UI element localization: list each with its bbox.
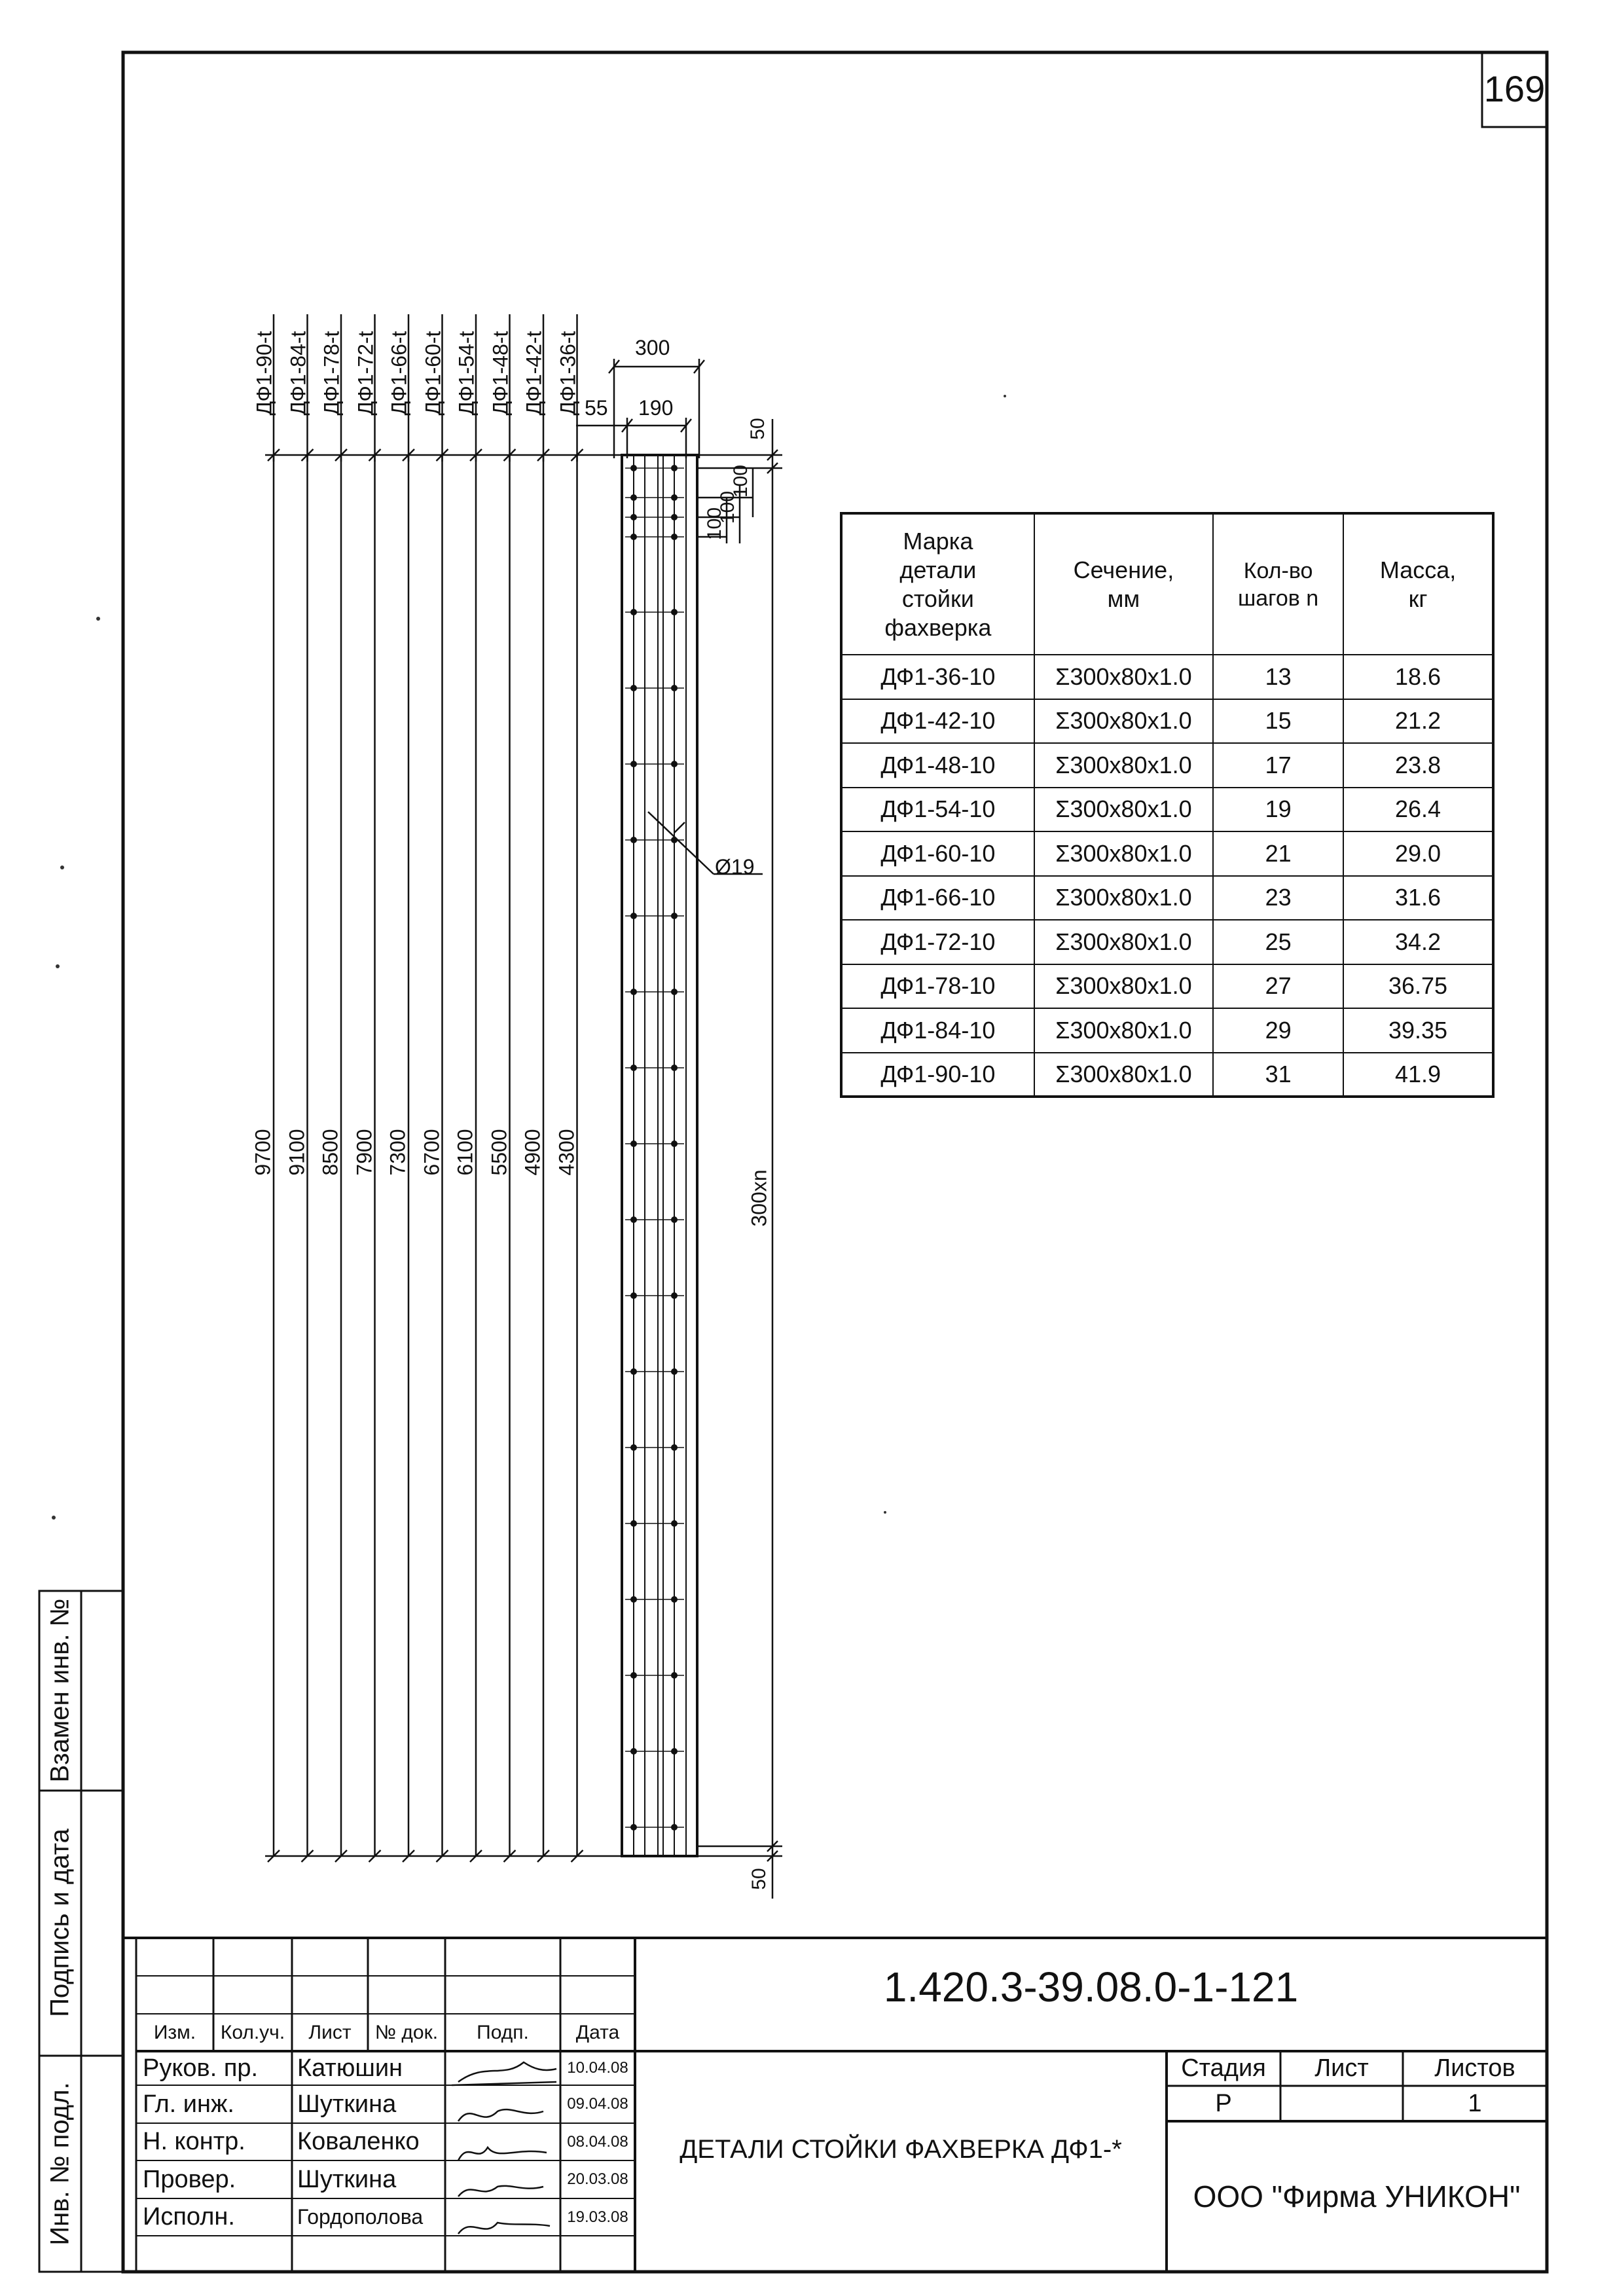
cell-mark: ДФ1-66-10 <box>841 876 1034 920</box>
cell-mark: ДФ1-48-10 <box>841 743 1034 788</box>
cell-mass: 23.8 <box>1343 743 1493 788</box>
cell-mark: ДФ1-78-10 <box>841 964 1034 1009</box>
sheets-label: Листов <box>1434 2054 1515 2082</box>
header-section: Сечение, мм <box>1034 513 1213 655</box>
cell-mark: ДФ1-36-10 <box>841 655 1034 699</box>
length-label: 6700 <box>420 1129 443 1176</box>
dim-hole-diameter: Ø19 <box>715 855 755 879</box>
cell-mark: ДФ1-72-10 <box>841 920 1034 964</box>
col-header: Лист <box>308 2022 352 2043</box>
length-label: 8500 <box>318 1129 342 1176</box>
stage-label: Стадия <box>1181 2054 1266 2082</box>
cell-mass: 41.9 <box>1343 1053 1493 1097</box>
stage-value: Р <box>1215 2090 1232 2117</box>
signer-name: Катюшин <box>297 2054 403 2082</box>
col-header: Подп. <box>477 2022 529 2043</box>
mark-label: ДФ1-84-t <box>286 331 310 416</box>
sheet-value <box>1280 2086 1403 2121</box>
cell-n: 15 <box>1213 699 1343 744</box>
page-number: 169 <box>1483 68 1546 109</box>
cell-mark: ДФ1-42-10 <box>841 699 1034 744</box>
cell-mass: 34.2 <box>1343 920 1493 964</box>
signer-role: Гл. инж. <box>143 2090 234 2118</box>
dim-100-a: 100 <box>730 464 752 498</box>
length-label: 5500 <box>487 1129 511 1176</box>
cell-section: Σ300x80x1.0 <box>1034 964 1213 1009</box>
dim-100-b: 100 <box>717 490 738 524</box>
mark-label: ДФ1-54-t <box>454 331 479 416</box>
sheet-label: Лист <box>1314 2054 1369 2082</box>
cell-section: Σ300x80x1.0 <box>1034 788 1213 832</box>
mark-label: ДФ1-42-t <box>522 331 546 416</box>
signer-role: Исполн. <box>143 2203 235 2231</box>
dim-100-c: 100 <box>704 507 725 541</box>
cell-mark: ДФ1-90-10 <box>841 1053 1034 1097</box>
cell-mass: 26.4 <box>1343 788 1493 832</box>
dim-300: 300 <box>635 336 670 359</box>
sign-date: 19.03.08 <box>567 2208 628 2226</box>
length-label: 7900 <box>352 1129 376 1176</box>
length-label: 6100 <box>453 1129 477 1176</box>
dim-300xn: 300xn <box>747 1169 771 1227</box>
sign-date: 10.04.08 <box>567 2059 628 2077</box>
col-header: Дата <box>575 2022 620 2043</box>
dim-190: 190 <box>638 396 674 420</box>
cell-n: 29 <box>1213 1008 1343 1053</box>
cell-section: Σ300x80x1.0 <box>1034 876 1213 920</box>
organization: ООО "Фирма УНИКОН" <box>1193 2179 1521 2214</box>
cell-n: 13 <box>1213 655 1343 699</box>
cell-mass: 31.6 <box>1343 876 1493 920</box>
length-label: 9700 <box>251 1129 275 1176</box>
length-label: 9100 <box>285 1129 308 1176</box>
header-mark: Марка детали стойки фахверка <box>841 513 1034 655</box>
cell-n: 21 <box>1213 831 1343 876</box>
cell-section: Σ300x80x1.0 <box>1034 831 1213 876</box>
cell-n: 27 <box>1213 964 1343 1009</box>
cell-mass: 29.0 <box>1343 831 1493 876</box>
cell-n: 19 <box>1213 788 1343 832</box>
mark-label: ДФ1-66-t <box>387 331 411 416</box>
signer-name: Гордополова <box>297 2205 424 2229</box>
col-header: № док. <box>374 2022 439 2043</box>
cell-n: 17 <box>1213 743 1343 788</box>
length-label: 4300 <box>554 1129 578 1176</box>
cell-mass: 39.35 <box>1343 1008 1493 1053</box>
header-steps: Кол-во шагов n <box>1213 513 1343 655</box>
mark-label: ДФ1-36-t <box>556 331 579 416</box>
mark-label: ДФ1-48-t <box>488 331 512 416</box>
cell-mark: ДФ1-54-10 <box>841 788 1034 832</box>
signer-name: Шуткина <box>297 2090 397 2118</box>
drawing-title: ДЕТАЛИ СТОЙКИ ФАХВЕРКА ДФ1-* <box>680 2135 1122 2164</box>
sign-date: 08.04.08 <box>567 2133 628 2151</box>
sheets-value: 1 <box>1468 2090 1482 2117</box>
mark-label: ДФ1-72-t <box>353 331 377 416</box>
side-stamp-vzamen: Взамен инв. № <box>45 1598 75 1783</box>
side-stamp-podpis: Подпись и дата <box>45 1829 75 2017</box>
signer-name: Коваленко <box>297 2128 420 2155</box>
cell-mark: ДФ1-84-10 <box>841 1008 1034 1053</box>
signatures <box>452 2062 556 2234</box>
signer-role: Н. контр. <box>143 2128 245 2155</box>
cell-section: Σ300x80x1.0 <box>1034 743 1213 788</box>
dim-50-top: 50 <box>747 418 769 440</box>
cell-section: Σ300x80x1.0 <box>1034 1053 1213 1097</box>
signer-role: Руков. пр. <box>143 2054 259 2082</box>
mark-label: ДФ1-90-t <box>252 331 276 416</box>
side-stamp-inv: Инв. № подл. <box>45 2082 75 2246</box>
cell-n: 31 <box>1213 1053 1343 1097</box>
cell-section: Σ300x80x1.0 <box>1034 920 1213 964</box>
sign-date: 20.03.08 <box>567 2170 628 2188</box>
cell-mark: ДФ1-60-10 <box>841 831 1034 876</box>
length-label: 7300 <box>386 1129 410 1176</box>
cell-n: 25 <box>1213 920 1343 964</box>
col-header: Изм. <box>153 2022 196 2043</box>
header-mass: Масса, кг <box>1343 513 1493 655</box>
col-header: Кол.уч. <box>220 2022 285 2043</box>
mark-label: ДФ1-60-t <box>421 331 444 416</box>
cell-mass: 36.75 <box>1343 964 1493 1009</box>
signer-name: Шуткина <box>297 2166 397 2193</box>
dim-55: 55 <box>585 396 608 420</box>
cell-section: Σ300x80x1.0 <box>1034 699 1213 744</box>
dim-50-bottom: 50 <box>748 1868 770 1890</box>
cell-section: Σ300x80x1.0 <box>1034 1008 1213 1053</box>
doc-code: 1.420.3-39.08.0-1-121 <box>883 1963 1299 2011</box>
mark-label: ДФ1-78-t <box>319 331 344 416</box>
sign-date: 09.04.08 <box>567 2095 628 2113</box>
cell-mass: 21.2 <box>1343 699 1493 744</box>
length-label: 4900 <box>520 1129 545 1176</box>
signer-role: Провер. <box>143 2166 236 2193</box>
cell-n: 23 <box>1213 876 1343 920</box>
cell-section: Σ300x80x1.0 <box>1034 655 1213 699</box>
cell-mass: 18.6 <box>1343 655 1493 699</box>
